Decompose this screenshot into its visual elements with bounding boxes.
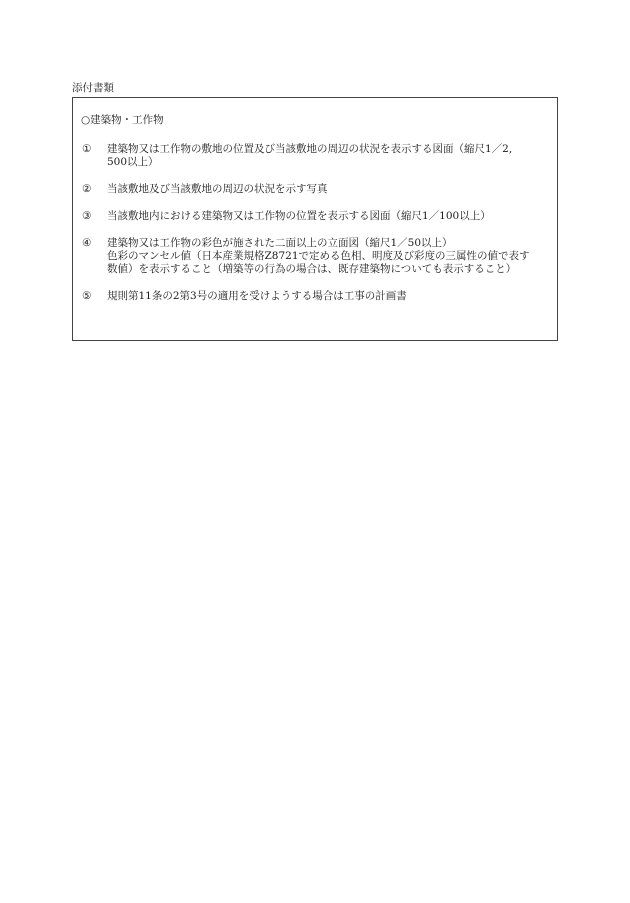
item-line: 建築物又は工作物の彩色が施された二面以上の立面図（縮尺1／50以上） (107, 237, 453, 249)
item-text (107, 143, 551, 169)
item-text (107, 237, 551, 276)
list-item-3 (81, 210, 551, 223)
item-text (107, 290, 551, 303)
item-line: 色彩のマンセル値（日本産業規格Z8721で定める色相、明度及び彩度の三属性の値で表す (107, 250, 530, 262)
list-item-2 (81, 183, 551, 196)
list-item-5 (81, 290, 551, 303)
item-number: ② (82, 183, 92, 195)
document-title: 添付書類 (72, 82, 114, 94)
section-heading: ○建築物・工作物 (81, 114, 164, 126)
item-number: ① (82, 143, 92, 155)
item-number: ④ (82, 237, 92, 249)
item-text (107, 210, 551, 223)
attachment-list-box (72, 97, 558, 341)
item-number: ③ (82, 210, 92, 222)
item-line: 500以上） (107, 156, 159, 168)
item-line: 数値）を表示すること（増築等の行為の場合は、既存建築物についても表示すること） (107, 263, 517, 275)
item-line: 規則第11条の2第3号の適用を受けようする場合は工事の計画書 (107, 290, 407, 302)
list-item-1 (81, 143, 551, 169)
item-line: 当該敷地内における建築物又は工作物の位置を表示する図面（縮尺1／100以上） (107, 210, 491, 222)
list-item-4 (81, 237, 551, 276)
item-line: 当該敷地及び当該敷地の周辺の状況を示す写真 (107, 183, 328, 195)
item-line: 建築物又は工作物の敷地の位置及び当該敷地の周辺の状況を表示する図面（縮尺1／2, (107, 143, 513, 155)
item-number: ⑤ (82, 290, 92, 302)
item-text (107, 183, 551, 196)
